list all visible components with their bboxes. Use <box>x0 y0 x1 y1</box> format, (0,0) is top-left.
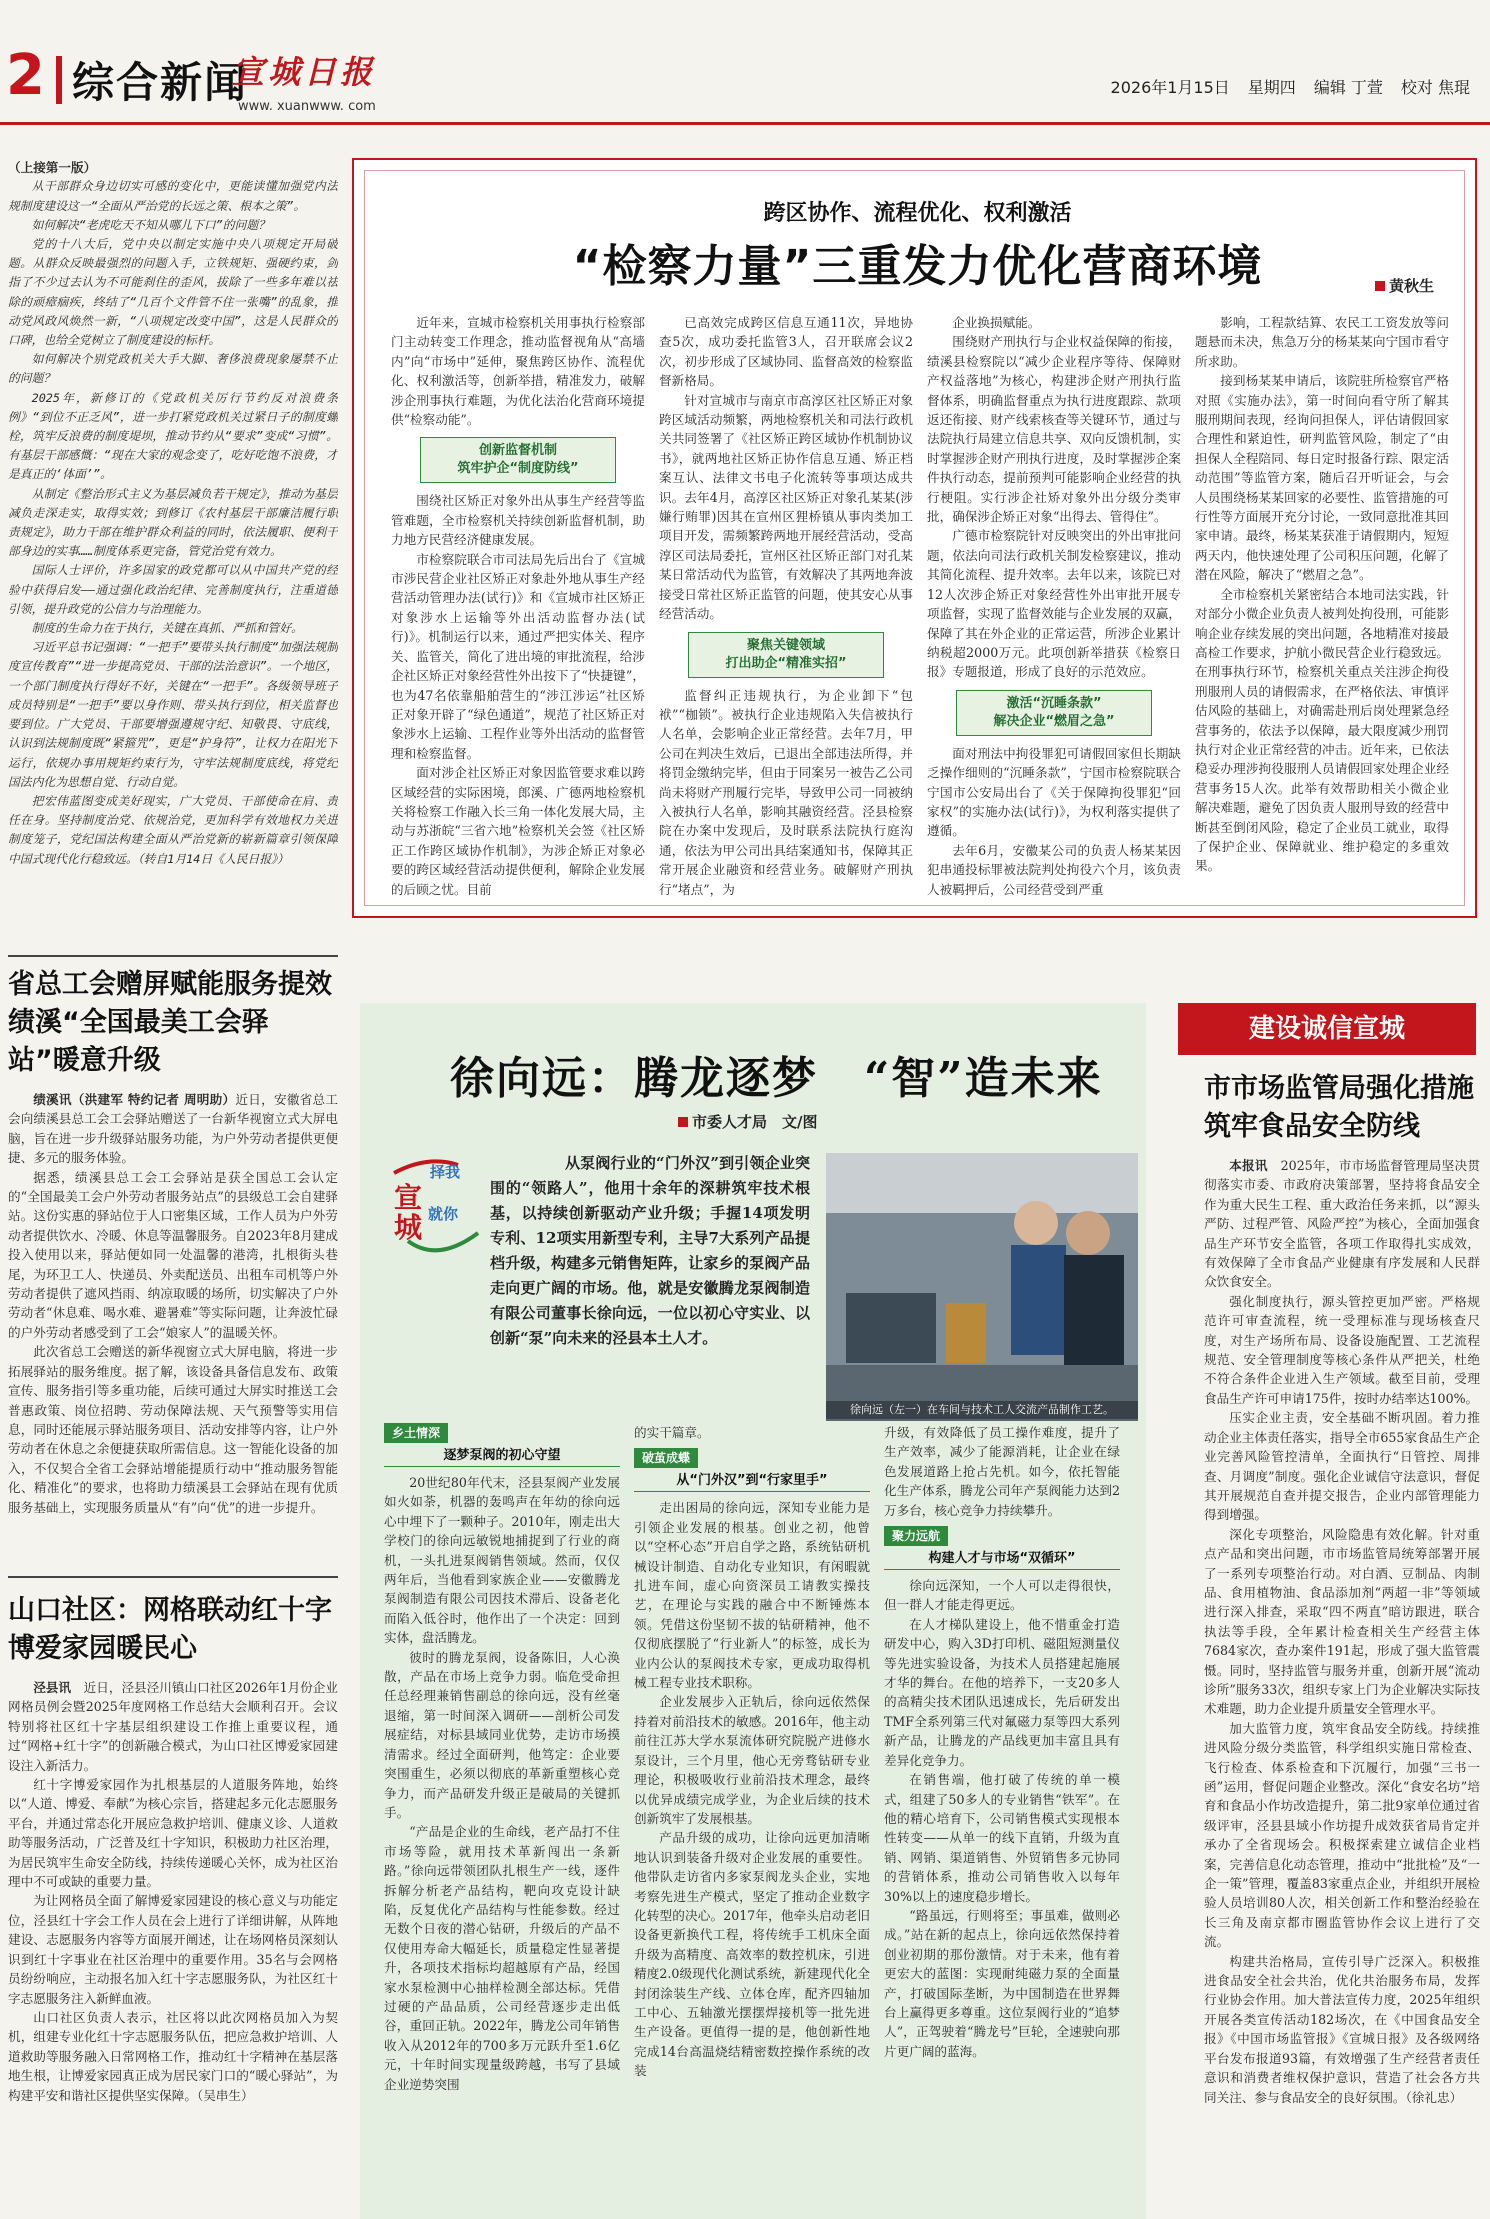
paragraph: 山口社区负责人表示，社区将以此次网格员加入为契机，组建专业化红十字志愿服务队伍，把应急救护培训、人道救助等服务融入日常网格工作，推动红十字精神在基层落地生根，让博爱家园真正成为居民家门口的“暖心驿站”，为构建平安和谐社区提供坚实保障。（吴串生） <box>8 2009 338 2103</box>
feature-subhead: 聚焦关键领域 打出助企“精准实招” <box>688 632 884 678</box>
paragraph: 为让网格员全面了解博爱家园建设的核心意义与功能定位，泾县红十字会工作人员在会上进行了详细讲解，从阵地建设、志愿服务内容等方面展开阐述，让在场网格员深刻认识到红十字事业在社区治理中的重要作用。35名与会网格员纷纷响应，主动报名加入红十字志愿服务队，为社区红十字志愿服务注入新鲜血液。 <box>8 1893 338 2006</box>
feature-subhead: 激活“沉睡条款” 解决企业“燃眉之急” <box>956 690 1152 736</box>
feature-frame <box>364 170 1465 906</box>
paragraph: 构建共治格局，宣传引导广泛深入。积极推进食品安全社会共治，优化共治服务布局，发挥行业协会作用。加大普法宣传力度，2025年组织开展各类宣传活动182场次，在《中国食品安全报》《中国市场监管报》《宣城日报》及各级网络平台发布报道93篇，有效增强了生产经营者责任意识和消费者维权保护意识，营造了社会各方共同关注、参与食品安全的良好氛围。（徐礼忠） <box>1204 1953 1480 2105</box>
paragraph: 如何解决个别党政机关大手大脚、奢侈浪费现象屡禁不止的问题？ <box>8 352 338 386</box>
feature-subhead: 创新监督机制 筑牢护企“制度防线” <box>420 437 616 483</box>
feature-kicker: 跨区协作、流程优化、权利激活 <box>763 201 1072 226</box>
byline-marker <box>678 1117 688 1127</box>
issue-meta <box>1111 80 1470 96</box>
paragraph: 企业发展步入正轨后，徐向远依然保持着对前沿技术的敏感。2016年，他主动前往江苏大学水泵流体研究院脱产进修水泵设计，三个月里，他心无旁骛钻研专业理论，积极吸收行业前沿技术理念，最终以优异成绩完成学业，为企业后续的技术创新筑牢了发展根基。 <box>634 1694 870 1826</box>
paragraph: 近年来，宣城市检察机关用事执行检察部门主动转变工作理念，推动监督视角从“高墙内”向“市场中”延伸，聚焦跨区协作、流程优化、权利激活等，创新举措，精准发力，破解涉企刑事执行难题，为优化法治化营商环境提供“检察动能”。 <box>391 315 645 428</box>
paragraph: 党的十八大后，党中央以制定实施中央八项规定开局破题。从群众反映最强烈的问题入手，立铁规矩、强硬约束，剑指了不少过去认为不可能刹住的歪风，拔除了一些多年难以祛除的顽瘴痼疾，终结了“几百个文件管不住一张嘴”的乱象，推动党风政风焕然一新，“八项规定改变中国”，这是人民群众的口碑，也给全党树立了制度建设的标杆。 <box>8 237 338 348</box>
author-marker <box>1375 281 1385 291</box>
editor-credit: 编辑 丁萱 <box>1313 78 1383 97</box>
paragraph: 国际人士评价，许多国家的政党都可以从中国共产党的经验中获得启发——通过强化政治纪律、完善制度执行，注重道德引领，提升政党的公信力与治理能力。 <box>8 563 338 616</box>
paragraph: 从制定《整治形式主义为基层减负若干规定》，推动为基层减负走深走实，取得实效；到修订《农村基层干部廉洁履行职责规定》，助力干部在维护群众利益的同时，依法履职、便利干部身边的实事……制度体系更完备，管党治党有效力。 <box>8 486 338 559</box>
column-divider <box>8 1576 338 1578</box>
talent-byline: 市委人才局 文/图 <box>678 1115 817 1130</box>
feature-author: 黄秋生 <box>1375 279 1434 294</box>
issue-weekday: 星期四 <box>1247 78 1296 97</box>
story-body <box>8 1678 338 2178</box>
paragraph: 深化专项整治，风险隐患有效化解。针对重点产品和突出问题，市市场监管局统筹部署开展了一系列专项整治行动。对白酒、豆制品、肉制品、食用植物油、食品添加剂“两超一非”等领域进行深入排查，采取“四不两直”暗访跟进，联合执法等手段，全年累计检查相关生产经营主体7684家次，查办案件191起，形成了强大监管震慑。同时，坚持监管与服务并重，创新开展“流动诊所”服务33次，组织专家上门为企业解决实际技术难题，助力企业提升质量安全管理水平。 <box>1204 1526 1480 1717</box>
story-headline: 山口社区：网格联动红十字博爱家园暖民心 <box>8 1595 332 1664</box>
paragraph: 企业换损赋能。 <box>952 315 1041 330</box>
story-shankou <box>8 1592 338 2178</box>
story-headline: 省总工会赠屏赋能服务提效绩溪“全国最美工会驿站”暖意升级 <box>8 969 332 1076</box>
continued-body <box>8 177 338 868</box>
section-banner: 建设诚信宣城 <box>1178 1003 1476 1055</box>
talent-headline: 徐向远：腾龙逐梦 “智”造未来 <box>450 1053 1103 1104</box>
top-rule <box>0 122 1490 125</box>
paragraph: “路虽远，行则将至；事虽难，做则必成。”站在新的起点上，徐向远依然保持着创业初期的那份激情。对于未来，他有着更宏大的蓝图：实现耐纯磁力泵的全面量产，打破国际垄断，为中国制造在世界舞台上赢得更多尊重。这位泵阀行业的“追梦人”，正驾驶着“腾龙号”巨轮，全速驶向那片更广阔的蓝海。 <box>884 1907 1120 2059</box>
paragraph: 红十字博爱家园作为扎根基层的人道服务阵地，始终以“人道、博爱、奉献”为核心宗旨，搭建起多元化志愿服务平台，并通过常态化开展应急救护培训、健康义诊、人道救助等服务活动，广泛普及红十字知识，积极助力社区治理，为居民筑牢生命安全防线，持续传递暖心关怀，成为社区治理中不可或缺的重要力量。 <box>8 1777 338 1890</box>
workshop-photo-illustration <box>826 1153 1138 1421</box>
talent-column-2 <box>634 1423 870 2213</box>
section-tag: 聚力远航 <box>884 1526 948 1546</box>
paragraph: 全市检察机关紧密结合本地司法实践，针对部分小微企业负责人被判处拘役刑，可能影响企业存续发展的突出问题，各地精准对接最高检工作要求，护航小微民营企业行稳致远。在刑事执行环节，检察机关重点关注涉企拘役刑服刑人员的请假需求，在严格依法、审慎评估风险的基础上，对确需赴刑后岗处理紧急经营事务的，依法予以保障，最大限度减少刑罚执行对企业正常经营的冲击。近年来，已依法稳妥办理涉拘役服刑人员请假回家处理企业经营事务15人次。此举有效帮助相关小微企业解决难题，避免了因负责人服刑导致的经营中断甚至倒闭风险，稳定了企业员工就业，取得了保护企业、保障就业、维护稳定的多重效果。 <box>1195 586 1449 874</box>
logo-text-1: 择我 <box>430 1163 461 1181</box>
column-divider <box>8 955 338 957</box>
paragraph: 徐向远深知，一个人可以走得很快，但一群人才能走得更远。 <box>884 1578 1120 1613</box>
paragraph: 升级，有效降低了员工操作难度，提升了生产效率，减少了能源消耗，让企业在绿色发展道路上抢占先机。如今，依托智能化生产体系，腾龙公司年产泵阀能力达到2万多台，核心竞争力持续攀升。 <box>884 1425 1120 1518</box>
continued-label: （上接第一版） <box>8 160 97 175</box>
paragraph: “产品是企业的生命线，老产品打不住市场等险，就用技术革新闯出一条新路。”徐向远带领团队扎根生产一线，逐件拆解分析老产品结构，靶向攻克设计缺陷，反复优化产品结构与性能参数。经过无数个日夜的潜心钻研，升级后的产品不仅使用寿命大幅延长，质量稳定性显著提升，各项技术指标均超越原有产品，经国家水泵检测中心抽样检测全部达标。凭借过硬的产品品质，公司经营逐步走出低谷，重回正轨。2022年，腾龙公司年销售收入从2012年的700多万元跃升至1.6亿元，十年时间实现量级跨越，书写了县域企业逆势突围 <box>384 1824 620 2092</box>
paragraph: 从干部群众身边切实可感的变化中，更能读懂加强党内法规制度建设这一“全面从严治党的长远之策、根本之策”。 <box>8 179 338 213</box>
paragraph: 彼时的腾龙泵阀，设备陈旧，人心涣散，产品在市场上竞争力弱。临危受命担任总经理兼销售副总的徐向远，没有丝毫退缩，第一时间深入调研——剖析公司发展症结，对标县域同业优势，走访市场摸清需求。经过全面研判，他笃定：企业要突围重生，必须以彻底的革新重塑核心竞争力，而产品研发升级正是破局的关键抓手。 <box>384 1649 620 1820</box>
paragraph: 在销售端，他打破了传统的单一模式，组建了50多人的专业销售“铁军”。在他的精心培育下，公司销售模式实现根本性转变——从单一的线下直销，升级为直销、网销、渠道销售、外贸销售多元协同的营销体系，推动公司销售收入以每年30%以上的速度稳步增长。 <box>884 1772 1120 1904</box>
paragraph: 20世纪80年代末，泾县泵阀产业发展如火如荼，机器的轰鸣声在年幼的徐向远心中埋下了一颗种子。2010年，刚走出大学校门的徐向远敏锐地捕捉到了行业的商机，一头扎进泵阀销售领域。然而，仅仅两年后，当他看到家族企业——安徽腾龙泵阀制造有限公司因技术滞后、设备老化而陷入低谷时，他作出了一个决定：回到实体，盘活腾龙。 <box>384 1475 620 1646</box>
feature-column-2 <box>659 313 913 903</box>
paragraph: 习近平总书记强调：“一把手”要带头执行制度“加强法规制度宣传教育”“进一步提高党员、干部的法治意识”。一个地区，一个部门制度执行得好不好，关键在“一把手”。各级领导班子成员特别是“一把手”要以身作则、带头执行到位，相关监督也要到位。广大党员、干部要增强遵规守纪、知敬畏、守底线，认识到法规制度既“紧箍咒”，更是“护身符”，让权力在阳光下运行，依规办事用规矩约束行为，守牢法规制度底线，将党纪国法内化为思想自觉、行动自觉。 <box>8 640 338 789</box>
page-number: 2 <box>6 43 45 108</box>
paragraph: 面对涉企社区矫正对象因监管要求难以跨区域经营的实际困境，郎溪、广德两地检察机关将检察工作融入长三角一体化发展大局，主动与苏浙皖“三省六地”检察机关会签《社区矫正工作跨区域协作机制》，为涉企矫正对象必要的跨区域经营活动提供便利，解除企业发展的后顾之忧。目前 <box>391 765 645 897</box>
paragraph: 市检察院联合市司法局先后出台了《宣城市涉民营企业社区矫正对象赴外地从事生产经营活动管理办法(试行)》和《宣城市社区矫正对象涉水上运输等外出活动监督办法(试行)》。机制运行以来，通过严把实体关、程序关、监管关，简化了进出境的审批流程，给涉企社区矫正对象经营性外出按下了“快捷键”，也为47名依靠船舶营生的“涉江涉运”社区矫正对象开辟了“绿色通道”，规范了社区矫正对象涉水上运输、工程作业等外出活动的监督管理和检察监督。 <box>391 551 645 761</box>
section-subtitle: 构建人才与市场“双循环” <box>884 1549 1120 1570</box>
paragraph: 加大监管力度，筑牢食品安全防线。持续推进风险分级分类监管，科学组织实施日常检查、飞行检查、体系检查和下沉履行，加强“三书一函”运用，督促问题企业整改。深化“食安名坊”培育和食品小作坊改造提升，第二批9家单位通过省级评审，泾县县域小作坊提升成效获省局肯定并承办了全省现场会。积极探索建立诚信企业档案，完善信息化动态管理，推动中“批批检”及“一企一策”管理，覆盖83家重点企业，并组织开展检验人员培训80人次，相关创新工作和整治经验在长三角及南京都市圈监管协作会议上进行了交流。 <box>1204 1720 1480 1950</box>
paragraph: 压实企业主责，安全基础不断巩固。着力推动企业主体责任落实，指导全市655家食品生产企业完善风险管控清单，全面执行“日管控、周排查、月调度”制度。强化企业诚信守法意识，督促其开展规范自查并提交报告，企业内部管理能力得到增强。 <box>1204 1410 1480 1523</box>
photo-caption: 徐向远（左一）在车间与技术工人交流产品制作工艺。 <box>826 1401 1138 1419</box>
feature-procuratorate <box>352 158 1477 918</box>
paragraph: 的实干篇章。 <box>634 1425 710 1440</box>
feature-column-4 <box>1195 313 1449 903</box>
logo-text-2: 宣城 <box>394 1181 423 1244</box>
story-union-station <box>8 966 338 1560</box>
paper-logo: 宣城日报 <box>232 53 377 91</box>
feature-column-3 <box>927 313 1181 903</box>
paragraph: 面对刑法中拘役罪犯可请假回家但长期缺乏操作细则的“沉睡条款”，宁国市检察院联合宁国市公安局出台了《关于保障拘役罪犯“回家权”的实施办法(试行)》，为权利落实提供了遵循。 <box>927 745 1181 839</box>
talent-column-1 <box>384 1423 620 2213</box>
paragraph: 2025年，市市场监督管理局坚决贯彻落实市委、市政府决策部署，坚持将食品安全作为重大民生工程、重大政治任务来抓，以“源头严防、过程严管、风险严控”为核心，全面加强食品生产环节安全监管，各项工作取得扎实成效，有效保障了全市食品产业健康有序发展和人民群众饮食安全。 <box>1204 1158 1480 1290</box>
paragraph: 走出困局的徐向远，深知专业能力是引领企业发展的根基。创业之初，他曾以“空杯心态”开启自学之路，系统钻研机械设计制造、自动化专业知识，有闲暇就扎进车间，虚心向资深员工请教实操技艺，在理论与实践的融合中不断锤炼本领。凭借这份坚韧不拔的钻研精神，他不仅彻底摆脱了“行业新人”的标签，成长为业内公认的泵阀技术专家，更成功取得机械工程专业技术职称。 <box>634 1500 870 1691</box>
section-tag: 乡土情深 <box>384 1423 448 1443</box>
section-title: 综合新闻 <box>72 58 249 107</box>
story-byline: 绩溪讯（洪建军 特约记者 周明助） <box>33 1092 236 1107</box>
paragraph: 近日，泾县泾川镇山口社区2026年1月份企业网格员例会暨2025年度网格工作总结大会顺利召开。会议特别将社区红十字基层组织建设工作推上重要议程，通过“网格+红十字”的创新融合模式，为山口社区博爱家园建设注入新活力。 <box>8 1680 338 1773</box>
section-subtitle: 逐梦泵阀的初心守望 <box>384 1446 620 1467</box>
logo-text-3: 就你 <box>428 1205 459 1223</box>
section-subtitle: 从“门外汉”到“行家里手” <box>634 1471 870 1492</box>
story-byline: 本报讯 <box>1229 1158 1268 1173</box>
site-url: www. xuanwww. com <box>238 99 376 114</box>
paragraph: 把宏伟蓝图变成美好现实，广大党员、干部使命在肩、责任在身。坚持制度治党、依规治党，更加科学有效地权力关进制度笼子，党纪国法构建全面从严治党新的崭新篇章引领保障中国式现代化行稳致远。（转自1月14日《人民日报》） <box>8 793 338 866</box>
feature-headline: “检察力量”三重发力优化营商环境 <box>572 241 1263 292</box>
paragraph: 针对宣城市与南京市高淳区社区矫正对象跨区域活动频繁，两地检察机关和司法行政机关共同签署了《社区矫正跨区域协作机制协议书》，就两地社区矫正协作信息互通、矫正档案互认、法律文书电子化流转等事项达成共识。去年4月，高淳区社区矫正对象孔某某(涉嫌行贿罪)因其在宣州区狸桥镇从事肉类加工项目开发，需频繁跨两地开展经营活动，受高淳区司法局委托，宣州区社区矫正部门对孔某某日常活动代为监管，有效解决了其两地奔波接受日常社区矫正监管的问题，使其安心从事经营活动。 <box>659 392 913 622</box>
story-headline: 市市场监管局强化措施筑牢食品安全防线 <box>1204 1073 1474 1142</box>
section-tag: 破茧成蝶 <box>634 1448 698 1468</box>
talent-photo <box>826 1153 1138 1421</box>
paragraph: 监督纠正违规执行，为企业卸下“包袱”“枷锁”。被执行企业违规陷入失信被执行人名单，会影响企业正常经营。去年7月，甲公司在判决生效后，已退出全部违法所得，并将罚金缴纳完毕，但由于同案另一被告乙公司尚未将财产刑履行完毕，导致甲公司一同被纳入被执行人名单，影响其融资经营。泾县检察院在办案中发现后，及时联系法院执行庭沟通，依法为甲公司出具结案通知书，保障其正常开展企业融资和经营业务。破解财产刑执行“堵点”，为 <box>659 687 913 897</box>
paragraph: 如何解决“老虎吃天不知从哪儿下口”的问题？ <box>31 217 270 232</box>
paragraph: 广德市检察院针对反映突出的外出审批问题，依法向司法行政机关制发检察建议，推动其简化流程、提升效率。去年以来，该院已对12人次涉企矫正对象经营性外出审批开展专项监督，实现了监督效能与企业发展的双赢，保障了其在外企业的正常运营，所涉企业累计纳税超2000万元。此项创新举措获《检察日报》专题报道，形成了良好的示范效应。 <box>927 528 1181 680</box>
paragraph: 强化制度执行，源头管控更加严密。严格规范许可审查流程，统一受理标准与现场核查尺度，对生产场所布局、设备设施配置、工艺流程规范、安全管理制度等核心条件从严把关，杜绝不符合条件企业进入生产领域。截至目前，受理食品生产许可申请175件，按时办结率达100%。 <box>1204 1293 1480 1406</box>
proof-credit: 校对 焦琨 <box>1400 78 1470 97</box>
paragraph: 已高效完成跨区信息互通11次，异地协查5次，成功委托监管3人，召开联席会议2次，初步形成了区域协同、监督高效的检察监督新格局。 <box>659 315 913 389</box>
paragraph: 近日，安徽省总工会向绩溪县总工会工会驿站赠送了一台新华视窗立式大屏电脑，旨在进一步升级驿站服务功能，为户外劳动者提供更便捷、多元的服务体验。 <box>8 1092 338 1166</box>
paragraph: 据悉，绩溪县总工会工会驿站是获全国总工会认定的“全国最美工会户外劳动者服务站点”的县级总工会自建驿站。这份实惠的驿站位于人口密集区域，工作人员为户外劳动者提供饮水、冷暖、休息等温馨服务。自2023年8月建成投入使用以来，驿站便如同一处温馨的港湾，扎根街头巷尾，为环卫工人、快递员、外卖配送员、出租车司机等户外劳动者提供了遮风挡雨、纳凉取暖的场所，切实解决了户外劳动者“休息难、喝水难、避暑难”等实际问题，让奔波忙碌的户外劳动者感受到了工会“娘家人”的温暖关怀。 <box>8 1169 338 1340</box>
talent-feature <box>360 1003 1146 2219</box>
story-body <box>1204 1156 1480 2216</box>
paragraph: 影响，工程款结算、农民工工资发放等问题悬而未决，焦急万分的杨某某向宁国市看守所求助。 <box>1195 315 1449 369</box>
paragraph: 接到杨某某申请后，该院驻所检察官严格对照《实施办法》，第一时间向看守所了解其服刑期间表现，经询问担保人，评估请假回家合理性和紧迫性，研判监管风险，制定了“由担保人全程陪同、每日定时报备行踪、限定活动范围”等监管方案，随后召开听证会，与会人员围绕杨某某回家的必要性、监管措施的可行性等方面展开充分讨论，一致同意批准其回家申请。最终，杨某某获准于请假期内，短短两天内，他快速处理了公司积压问题，化解了潜在风险，解决了“燃眉之急”。 <box>1195 373 1449 583</box>
paragraph: 产品升级的成功，让徐向远更加清晰地认识到装备升级对企业发展的重要性。他带队走访省内多家泵阀龙头企业，实地考察先进生产模式，坚定了推动企业数字化转型的决心。2017年，他牵头启动老旧设备更新换代工程，将传统手工机床全面升级为高精度、高效率的数控机床，引进精度2.0级现代化测试系统，新建现代化全封闭涂装生产线、立体仓库，配齐四轴加工中心、五轴激光摆摆焊接机等一批先进生产设备。更值得一提的是，他创新性地完成14台高温烧结精密数控操作系统的改装 <box>634 1830 870 2079</box>
talent-column-3 <box>884 1423 1120 2213</box>
paragraph: 制度的生命力在于执行，关键在真抓、严抓和管好。 <box>31 621 303 636</box>
feature-column-1 <box>391 313 645 903</box>
talent-lead: 从泵阀行业的“门外汉”到引领企业突围的“领路人”，他用十余年的深耕筑牢技术根基，以持续创新驱动产业升级；手握14项发明专利、12项实用新型专利，主导7大系列产品提档升级，构建多元销售矩阵，让家乡的泵阀产品走向更广阔的市场。他，就是安徽腾龙泵阀制造有限公司董事长徐向远，一位以初心守实业、以创新“泵”向未来的泾县本土人才。 <box>490 1154 810 1347</box>
paragraph: 此次省总工会赠送的新华视窗立式大屏电脑，将进一步拓展驿站的服务维度。据了解，该设备具备信息发布、政策宣传、服务指引等多重功能，后续可通过大屏实时推送工会普惠政策、岗位招聘、劳动保障法规、天气预警等实用信息，同时还能展示驿站服务项目、活动安排等内容，让户外劳动者在休息之余便捷获取所需信息。这一智能化设备的加入，不仅契合全省工会驿站增能提质行动中“推动服务智能化、精准化”的要求，也将助力绩溪县工会驿站在现有优质服务基础上，实现服务质量从“有”向“优”的进一步提升。 <box>8 1344 338 1515</box>
story-body <box>8 1090 338 1560</box>
paragraph: 2025年，新修订的《党政机关厉行节约反对浪费条例》“到位不正乏风”，进一步打紧党政机关过紧日子的制度螺栓，筑牢反浪费的制度堤坝，推动节约从“要求”变成“习惯”。有基层干部感慨：“现在大家的观念变了，吃好吃饱不浪费，才是真正的‘体面’”。 <box>8 390 338 482</box>
story-byline: 泾县讯 <box>33 1680 72 1695</box>
continued-article <box>8 158 338 938</box>
paragraph: 去年6月，安徽某公司的负责人杨某某因犯串通投标罪被法院判处拘役六个月，该负责人被羁押后，公司经营受到严重 <box>927 842 1181 897</box>
issue-date: 2026年1月15日 <box>1110 78 1230 97</box>
paragraph: 围绕社区矫正对象外出从事生产经营等监管难题，全市检察机关持续创新监督机制，助力地方民营经济健康发展。 <box>391 493 645 548</box>
talent-campaign-logo <box>388 1153 484 1263</box>
paragraph: 围绕财产刑执行与企业权益保障的衔接，绩溪县检察院以“减少企业程序等待、保障财产权益落地”为核心，构建涉企财产刑执行监督体系，明确监督重点为执行进度跟踪、款项返还衔接、财产线索核查等关键环节，通过与法院执行局建立信息共享、双向反馈机制，实时掌握涉企财产刑执行进度，及时掌握涉企案件执行动态，提前预判可能影响企业经营的执行梗阻。实行涉企社矫对象外出分级分类审批，确保涉企矫正对象“出得去、管得住”。 <box>927 334 1181 525</box>
story-food-safety <box>1204 1070 1480 2216</box>
page-divider <box>56 56 62 104</box>
paragraph: 在人才梯队建设上，他不惜重金打造研发中心，购入3D打印机、磁阻短测量仪等先进实验设备，为技术人员搭建起施展才华的舞台。在他的培养下，一支20多人的高精尖技术团队迅速成长，先后研发出TMF全系列第三代对氟磁力泵等四大系列新产品，让腾龙的产品线更加丰富且具有差异化竞争力。 <box>884 1616 1120 1768</box>
masthead <box>0 0 1490 114</box>
